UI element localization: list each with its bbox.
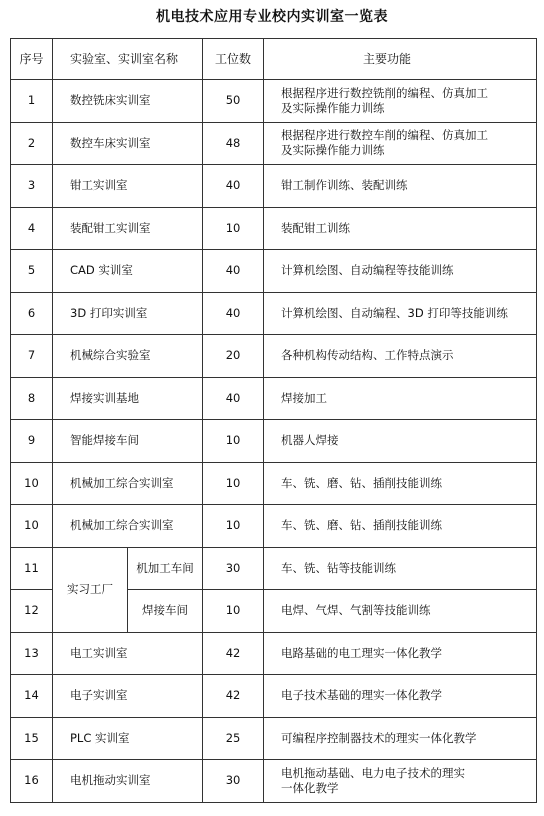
factory-sub-name: 焊接车间 [128,590,203,633]
row-name: 数控车床实训室 [53,122,203,165]
row-stations: 10 [203,505,264,548]
row-name: CAD 实训室 [53,250,203,293]
row-stations: 40 [203,377,264,420]
table-row [11,717,537,760]
table-row [11,80,537,123]
row-function-line2: 及实际操作能力训练 [281,100,385,115]
row-function-line1: 各种机构传动结构、工作特点演示 [281,348,454,363]
table-row [11,122,537,165]
row-index: 8 [11,377,53,420]
table-row [11,250,537,293]
row-name: 钳工实训室 [53,165,203,208]
table-row [11,377,537,420]
row-stations: 25 [203,717,264,760]
table-row [11,505,537,548]
table-row [11,760,537,803]
table-row [11,335,537,378]
row-index: 11 [11,547,53,590]
row-stations: 40 [203,250,264,293]
row-stations: 42 [203,632,264,675]
row-function [264,250,537,293]
row-name: 焊接实训基地 [53,377,203,420]
row-index: 10 [11,462,53,505]
row-index: 4 [11,207,53,250]
row-name: 电机拖动实训室 [53,760,203,803]
row-function-line1: 电机拖动基础、电力电子技术的理实 [281,765,466,780]
row-name: PLC 实训室 [53,717,203,760]
row-function [264,122,537,165]
row-function-line1: 计算机绘图、自动编程等技能训练 [281,263,454,278]
table-row [11,462,537,505]
table-title: 机电技术应用专业校内实训室一览表 [156,9,388,25]
row-name: 机械加工综合实训室 [53,505,203,548]
factory-name: 实习工厂 [53,547,128,632]
row-function-line1: 机器人焊接 [281,433,339,448]
row-index: 14 [11,675,53,718]
row-stations: 10 [203,590,264,633]
row-name: 电工实训室 [53,632,203,675]
row-function-line1: 装配钳工训练 [281,220,351,235]
row-stations: 40 [203,165,264,208]
header-function: 主要功能 [264,39,537,80]
row-function [264,717,537,760]
row-function-line2: 及实际操作能力训练 [281,143,385,158]
row-function [264,335,537,378]
row-function-line1: 焊接加工 [281,390,328,405]
row-stations: 10 [203,462,264,505]
row-function [264,420,537,463]
row-function [264,632,537,675]
row-name: 3D 打印实训室 [53,292,203,335]
row-stations: 40 [203,292,264,335]
row-index: 9 [11,420,53,463]
row-name: 智能焊接车间 [53,420,203,463]
row-function [264,80,537,123]
row-function-line1: 车、铣、磨、钻、插削技能训练 [281,475,443,490]
row-function-line1: 电路基础的电工理实一体化教学 [281,645,443,660]
row-function-line1: 根据程序进行数控铣削的编程、仿真加工 [281,85,489,100]
row-index: 3 [11,165,53,208]
row-stations: 20 [203,335,264,378]
table-row [11,207,537,250]
header-stations: 工位数 [203,39,264,80]
row-stations: 30 [203,547,264,590]
header-index: 序号 [11,39,53,80]
row-function [264,675,537,718]
row-function [264,165,537,208]
row-name: 装配钳工实训室 [53,207,203,250]
row-stations: 50 [203,80,264,123]
table-row [11,420,537,463]
row-function [264,292,537,335]
row-name: 机械综合实验室 [53,335,203,378]
row-function-line1: 计算机绘图、自动编程、3D 打印等技能训练 [281,305,508,320]
row-function-line1: 电子技术基础的理实一体化教学 [281,688,443,703]
table-row [11,292,537,335]
row-function-line1: 可编程序控制器技术的理实一体化教学 [281,730,477,745]
header-name: 实验室、实训室名称 [53,39,203,80]
row-function-line1: 车、铣、磨、钻、插削技能训练 [281,518,443,533]
row-index: 15 [11,717,53,760]
table-row [11,165,537,208]
row-index: 1 [11,80,53,123]
row-function [264,760,537,803]
row-index: 6 [11,292,53,335]
table-row [11,632,537,675]
row-stations: 42 [203,675,264,718]
row-function-line1: 钳工制作训练、装配训练 [281,178,408,193]
row-index: 2 [11,122,53,165]
row-name: 机械加工综合实训室 [53,462,203,505]
factory-sub-name: 机加工车间 [128,547,203,590]
row-index: 12 [11,590,53,633]
row-function: 车、铣、钻等技能训练 [264,547,537,590]
row-function [264,462,537,505]
row-index: 16 [11,760,53,803]
row-index: 5 [11,250,53,293]
row-stations: 10 [203,207,264,250]
header-row [11,39,537,80]
row-function [264,505,537,548]
row-function-line1: 根据程序进行数控车削的编程、仿真加工 [281,128,489,143]
lab-table [10,38,537,803]
row-function [264,207,537,250]
row-function [264,377,537,420]
row-stations: 30 [203,760,264,803]
row-stations: 10 [203,420,264,463]
row-name: 数控铣床实训室 [53,80,203,123]
table-row [11,547,537,590]
row-function: 电焊、气焊、气割等技能训练 [264,590,537,633]
row-index: 7 [11,335,53,378]
row-index: 10 [11,505,53,548]
row-index: 13 [11,632,53,675]
row-stations: 48 [203,122,264,165]
row-name: 电子实训室 [53,675,203,718]
table-row [11,675,537,718]
row-function-line2: 一体化教学 [281,780,339,795]
